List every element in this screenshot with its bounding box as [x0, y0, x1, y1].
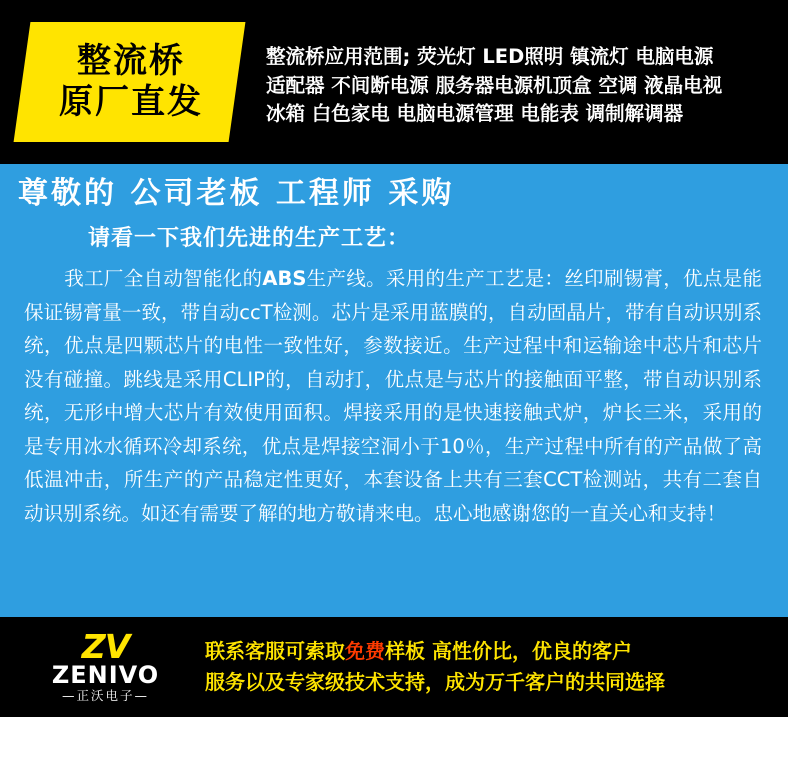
bottom-whitespace	[0, 717, 788, 763]
top-banner	[0, 0, 788, 164]
footer-bar	[0, 617, 788, 717]
product-badge	[0, 0, 262, 164]
process-description	[0, 252, 788, 530]
badge-text-group	[0, 22, 262, 142]
page-title: 尊敬的 公司老板 工程师 采购	[18, 176, 455, 211]
paragraph-segment-2: 生产线。采用的生产工艺是：丝印刷锡膏，优点是能保证锡膏量一致，带自动ccT检测。芯片是采用蓝膜的，自动固晶片，带有自动识别系统，优点是四颗芯片的电性一致性好，参数接近。生产过程中和运输途中芯片和芯片没有碰撞。跳线是采用CLIP的，自动打，优点是与芯片的接触面平整，带自动识别系统，无形中增大芯片有效使用面积。焊接采用的是快速接触式炉，炉长三米，采用的是专用冰水循环冷却系统，优点是焊接空洞小于10％，生产过程中所有的产品做了高低温冲击，所生产的产品稳定性更好，本套设备上共有三套CCT检测站，共有二套自动识别系统。如还有需要了解的地方敬请来电。忠心地感谢您的一直关心和支持！	[24, 267, 762, 525]
logo-brand-name: ZENIVO	[51, 660, 160, 689]
badge-line-1: 整流桥	[77, 40, 185, 81]
application-list	[262, 0, 788, 164]
logo-mark: ZV	[81, 626, 130, 666]
footer-message	[205, 636, 788, 698]
application-line-1: 整流桥应用范围; 荧光灯 LED照明 镇流灯 电脑电源	[266, 44, 714, 68]
application-line-2: 适配器 不间断电源 服务器电源机顶盒 空调 液晶电视	[266, 73, 723, 97]
footer-line-1-part-b: 样板 高性价比，优良的客户	[385, 639, 632, 663]
footer-line-1	[205, 636, 780, 667]
footer-line-2: 服务以及专家级技术支持，成为万千客户的共同选择	[205, 670, 665, 694]
content-body	[0, 164, 788, 617]
footer-line-1-part-a: 联系客服可索取	[205, 639, 345, 663]
footer-free-highlight: 免费	[345, 639, 385, 663]
paragraph-segment-1: 我工厂全自动智能化的	[64, 267, 263, 290]
application-line-3: 冰箱 白色家电 电脑电源管理 电能表 调制解调器	[266, 102, 684, 126]
logo-chinese-name: —正沃电子—	[61, 687, 149, 703]
company-logo	[0, 617, 205, 717]
paragraph-bold-term: ABS	[262, 267, 307, 290]
badge-line-2: 原厂直发	[59, 82, 203, 122]
section-subtitle: 请看一下我们先进的生产工艺：	[88, 226, 411, 251]
